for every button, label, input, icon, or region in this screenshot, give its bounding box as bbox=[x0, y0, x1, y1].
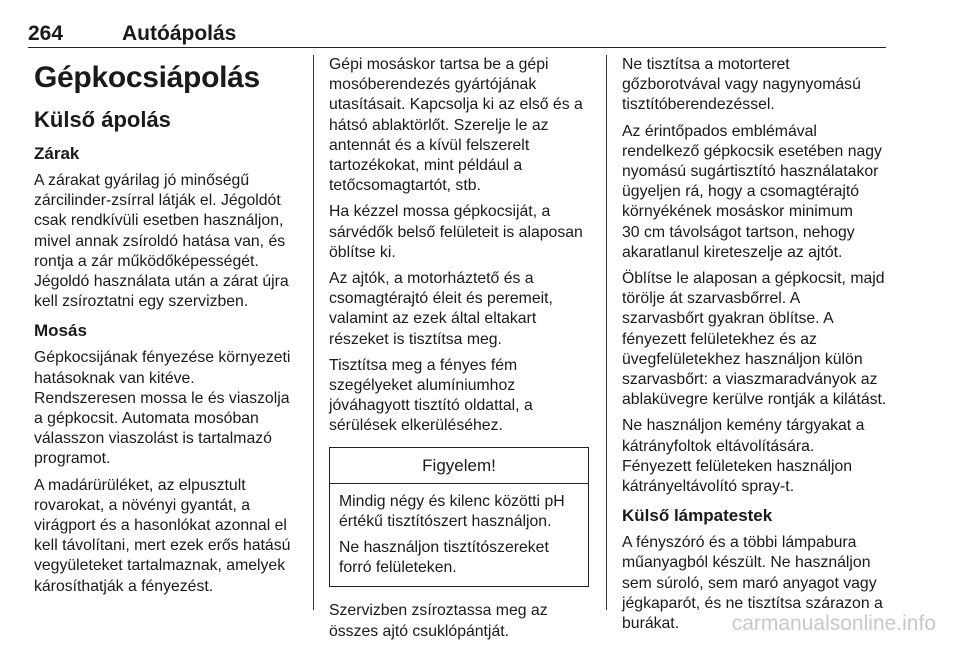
page-header bbox=[28, 18, 886, 48]
column-divider bbox=[313, 55, 314, 610]
paragraph: A madárürüléket, az elpusztult rovarokat, a növényi gyantát, a virágport és a hasonlókat azonnal el kell távolítani, mert ezek erős hatású vegyületeket tartalmaznak, amelyek károsíthatják a fényezést. bbox=[34, 476, 291, 595]
running-title: Autóápolás bbox=[122, 22, 237, 45]
warning-text: Mindig négy és kilenc közötti pH értékű tisztítószert használjon. bbox=[339, 492, 565, 530]
warning-body bbox=[330, 484, 588, 587]
paragraph: Az ajtók, a motorháztető és a csomagtérajtó éleit és peremeit, valamint az ezek által eltakart részeket is tisztítsa meg. bbox=[329, 270, 553, 348]
paragraph: Ne használjon kemény tárgyakat a kátrányfoltok eltávolítására. Fényezett felületeken használjon kátrányeltávolító spray-t. bbox=[622, 417, 865, 496]
paragraph: Öblítse le alaposan a gépkocsit, majd törölje át szarvasbőrrel. A szarvasbőrt gyakran öblítse. A fényezett felületekhez és az üvegfelületekhez használjon külön szarvasbőrt: a viaszmaradványok az ablaküvegre kerülve rontják a kilátást. bbox=[622, 270, 887, 409]
column-3 bbox=[622, 55, 888, 640]
paragraph: Gépkocsijának fényezése környezeti hatásoknak van kitéve. Rendszeresen mossa le és viaszolja a gépkocsit. Automata mosóban válasszon viaszolást is tartalmazó programot. bbox=[34, 349, 291, 468]
paragraph: Gépi mosáskor tartsa be a gépi mosóberendezés gyártójának utasításait. Kapcsolja ki az első és a hátsó ablaktörlőt. Szerelje le az antennát és a kívül felszerelt tartozékokat, mint például a tetőcsomagtartót, stb. bbox=[329, 56, 583, 195]
paragraph: Az érintőpados emblémával rendelkező gépkocsik esetében nagy nyomású sugártisztító használatakor ügyeljen rá, hogy a csomagtérajtó környékének mosáskor minimum 30 cm távolságot tartson, nehogy akaratlanul kireteszelje az ajtót. bbox=[622, 122, 882, 261]
subsection-heading-washing: Mosás bbox=[34, 321, 87, 341]
paragraph: Tisztítsa meg a fényes fém szegélyeket alumíniumhoz jóváhagyott tisztító oldattal, a sérülések elkerüléséhez. bbox=[329, 356, 533, 435]
column-2 bbox=[329, 55, 589, 648]
column-divider bbox=[606, 55, 607, 610]
paragraph: Ha kézzel mossa gépkocsiját, a sárvédők belső felületeit is alaposan öblítse ki. bbox=[329, 203, 583, 261]
warning-box bbox=[329, 447, 589, 588]
header-rule bbox=[28, 47, 886, 48]
chapter-title: Gépkocsiápolás bbox=[34, 61, 260, 94]
section-title: Külső ápolás bbox=[34, 107, 171, 132]
watermark: carmanualsonline.info bbox=[731, 612, 936, 635]
warning-text: Ne használjon tisztítószereket forró felületeken. bbox=[339, 539, 549, 577]
paragraph: A zárakat gyárilag jó minőségű zárcilinder-zsírral látják el. Jégoldót csak rendkívüli esetben használjon, mivel annak zsíroldó hatása van, és rontja a zár működőképességét. Jégoldó használata után a zárat újra kell zsíroztatni egy szervizben. bbox=[34, 172, 289, 311]
paragraph: A fényszóró és a többi lámpabura műanyagból készült. Ne használjon sem súroló, sem maró anyagot vagy jégkaparót, és ne tisztítsa szárazon a burákat. bbox=[622, 534, 883, 633]
subsection-heading-lamps: Külső lámpatestek bbox=[622, 506, 773, 526]
subsection-heading-locks: Zárak bbox=[34, 144, 80, 163]
warning-title: Figyelem! bbox=[330, 448, 588, 484]
paragraph: Szervizben zsíroztassa meg az összes ajtó csuklópántját. bbox=[329, 602, 548, 640]
paragraph: Ne tisztítsa a motorteret gőzborotvával vagy nagynyomású tisztítóberendezéssel. bbox=[622, 56, 861, 114]
column-1 bbox=[34, 55, 296, 603]
page-number: 264 bbox=[28, 22, 64, 45]
